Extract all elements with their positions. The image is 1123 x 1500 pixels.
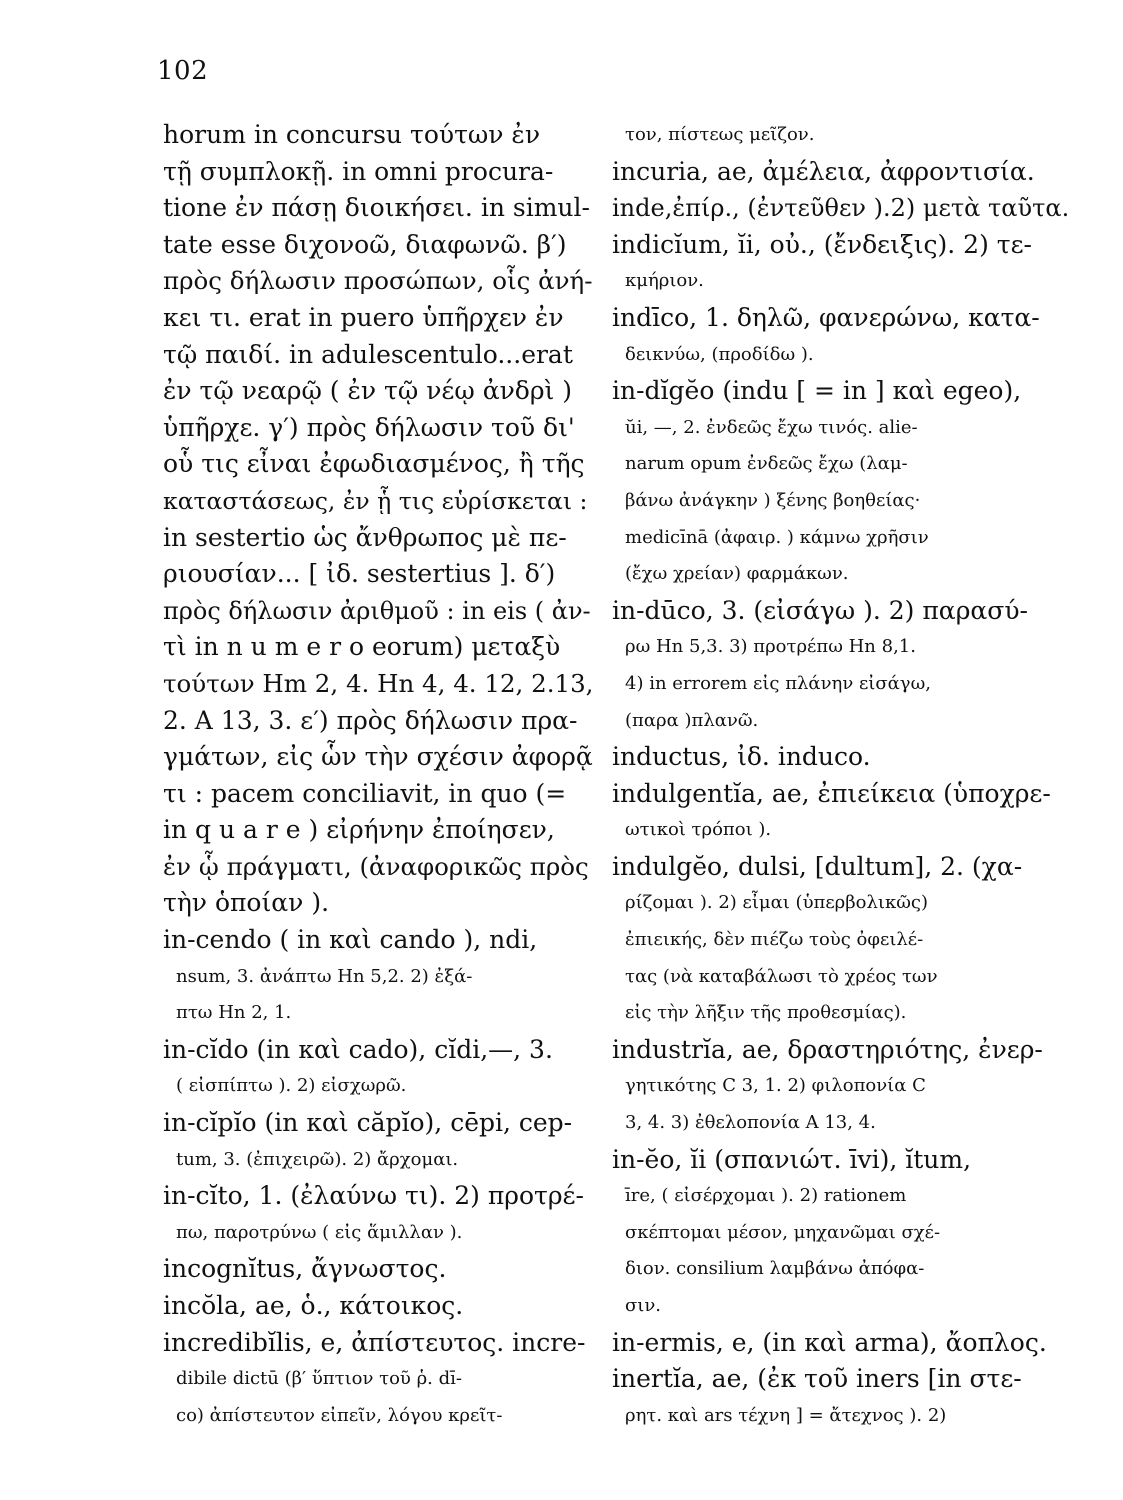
dictionary-line: ( εἰσπίπτω ). 2) εἰσχωρῶ. [176,1075,407,1097]
dictionary-line: in-cĭpĭo (in καὶ căpĭo), cēpi, cep- [163,1108,573,1138]
dictionary-line: τον, πίστεως μεῖζον. [625,124,815,145]
dictionary-line: ŭi, —, 2. ἐνδεῶς ἔχω τινός. alie- [625,416,918,438]
dictionary-line: ριουσίαν... [ ἰδ. sestertius ]. δ′) [163,559,556,589]
dictionary-line: τῷ παιδί. in adulescentulo...erat [163,339,573,369]
dictionary-line: tum, 3. (ἐπιχειρῶ). 2) ἄρχομαι. [176,1148,459,1170]
dictionary-line: incŏla, ae, ὁ., κάτοικος. [163,1291,464,1320]
dictionary-line: co) ἀπίστευτον εἰπεῖν, λόγου κρεῖτ- [176,1404,503,1426]
dictionary-line: incognĭtus, ἄγνωστος. [163,1254,447,1284]
dictionary-line: incredibĭlis, e, ἀπίστευτος. incre- [163,1327,586,1357]
dictionary-line: πρὸς δήλωσιν ἀριθμοῦ : in eis ( ἀν- [163,596,591,625]
dictionary-line: 4) in errorem εἰς πλάνην εἰσάγω, [625,672,931,694]
dictionary-line: medicīnā (ἀφαιρ. ) κάμνω χρῆσιν [625,526,929,548]
dictionary-line: σιν. [625,1295,662,1316]
page-number: 102 [157,56,209,86]
dictionary-line: nsum, 3. ἀνάπτω Hn 5,2. 2) ἐξά- [176,965,473,987]
dictionary-line: in-dūco, 3. (εἰσάγω ). 2) παρασύ- [612,595,1028,625]
dictionary-line: ρίζομαι ). 2) εἶμαι (ὑπερβολικῶς) [625,892,928,914]
dictionary-line: σκέπτομαι μέσον, μηχανῶμαι σχέ- [625,1221,941,1243]
dictionary-line: ἐν ᾧ πράγματι, (ἀναφορικῶς πρὸς [163,851,589,881]
dictionary-line: καταστάσεως, ἐν ᾗ τις εὑρίσκεται : [163,486,588,515]
dictionary-line: τας (νὰ καταβάλωσι τὸ χρέος των [625,965,938,987]
dictionary-line: ἐπιεικής, δὲν πιέζω τοὺς ὀφειλέ- [625,929,924,951]
dictionary-line: indīco, 1. δηλῶ, φανερώνω, κατα- [612,302,1040,332]
dictionary-line: in-cendo ( in καὶ cando ), ndi, [163,925,538,955]
dictionary-line: τούτων Hm 2, 4. Hn 4, 4. 12, 2.13, [163,668,594,698]
dictionary-line: (ἔχω χρείαν) φαρμάκων. [625,563,849,585]
dictionary-line: πτω Hn 2, 1. [176,1002,292,1024]
right-column [612,117,1072,1434]
dictionary-line: δεικνύω, (προδίδω ). [625,343,814,365]
dictionary-line: ρω Hn 5,3. 3) προτρέπω Hn 8,1. [625,636,916,658]
dictionary-line: dibile dictū (β′ ὕπτιον τοῦ ῥ. dī- [176,1368,462,1390]
dictionary-line: īre, ( εἰσέρχομαι ). 2) rationem [625,1185,907,1207]
dictionary-line: incuria, ae, ἀμέλεια, ἀφροντισία. [612,156,1035,186]
dictionary-line: ἐν τῷ νεαρῷ ( ἐν τῷ νέῳ ἀνδρὶ ) [163,376,573,406]
dictionary-line: in q u a r e ) εἰρήνην ἐποίησεν, [163,815,555,845]
dictionary-line: in sestertio ὡς ἄνθρωπος μὲ πε- [163,522,567,552]
dictionary-line: industrĭa, ae, δραστηριότης, ἐνερ- [612,1034,1043,1064]
dictionary-line: inductus, ἰδ. induco. [612,742,871,772]
dictionary-line: οὗ τις εἶναι ἐφωδιασμένος, ἢ τῆς [163,449,585,479]
dictionary-line: in-ĕo, ĭi (σπανιώτ. īvi), ĭtum, [612,1144,972,1174]
dictionary-line: indulgĕo, dulsi, [dultum], 2. (χα- [612,851,1023,881]
dictionary-line: ρητ. καὶ ars τέχνη ] = ἄτεχνος ). 2) [625,1404,947,1426]
dictionary-line: indicĭum, ĭi, οὐ., (ἔνδειξις). 2) τε- [612,229,1032,259]
dictionary-line: διον. consilium λαμβάνω ἀπόφα- [625,1258,925,1280]
dictionary-line: τὴν ὁποίαν ). [163,888,330,918]
dictionary-line: in-dĭgĕo (indu [ = in ] καὶ egeo), [612,376,1022,406]
dictionary-line: tione ἐν πάσῃ διοικήσει. in simul- [163,193,590,223]
dictionary-line: τὶ in n u m e r o eorum) μεταξὺ [163,632,561,662]
dictionary-line: πω, παροτρύνω ( εἰς ἅμιλλαν ). [176,1221,463,1243]
dictionary-line: indulgentĭa, ae, ἐπιείκεια (ὑποχρε- [612,778,1051,808]
dictionary-line: γμάτων, εἰς ὧν τὴν σχέσιν ἀφορᾷ [163,742,593,772]
dictionary-line: τι : pacem conciliavit, in quo (= [163,778,567,808]
dictionary-line: κμήριον. [625,270,704,292]
dictionary-line: 3, 4. 3) ἐθελοπονία A 13, 4. [625,1112,876,1134]
dictionary-line: inde,ἐπίρ., (ἐντεῦθεν ).2) μετὰ ταῦτα. [612,194,1070,223]
dictionary-line: 2. A 13, 3. ε′) πρὸς δήλωσιν πρα- [163,705,578,735]
dictionary-line: πρὸς δήλωσιν προσώπων, οἷς ἀνή- [163,266,593,296]
dictionary-line: horum in concursu τούτων ἐν [163,120,541,149]
dictionary-line: in-cĭto, 1. (ἐλαύνω τι). 2) προτρέ- [163,1181,584,1211]
dictionary-line: narum opum ἐνδεῶς ἔχω (λαμ- [625,453,908,475]
dictionary-line: (παρα )πλανῶ. [625,709,759,731]
dictionary-line: τῇ συμπλοκῇ. in omni procura- [163,156,554,186]
dictionary-line: βάνω ἀνάγκην ) ξένης βοηθείας· [625,489,921,511]
left-column [163,117,593,1434]
dictionary-line: ὑπῆρχε. γ′) πρὸς δήλωσιν τοῦ δι' [163,412,575,442]
dictionary-line: in-ermis, e, (in καὶ arma), ἄοπλος. [612,1327,1047,1357]
dictionary-line: tate esse διχονοῶ, διαφωνῶ. β′) [163,229,567,259]
dictionary-line: ωτικοὶ τρόποι ). [625,819,772,841]
dictionary-line: κει τι. erat in puero ὑπῆρχεν ἐν [163,302,564,332]
dictionary-line: inertĭa, ae, (ἐκ τοῦ iners [in στε- [612,1364,1022,1394]
dictionary-line: in-cĭdo (in καὶ cado), cĭdi,—, 3. [163,1034,553,1064]
dictionary-line: εἰς τὴν λῆξιν τῆς προθεσμίας). [625,1002,907,1024]
dictionary-line: γητικότης C 3, 1. 2) φιλοπονία C [625,1075,926,1097]
